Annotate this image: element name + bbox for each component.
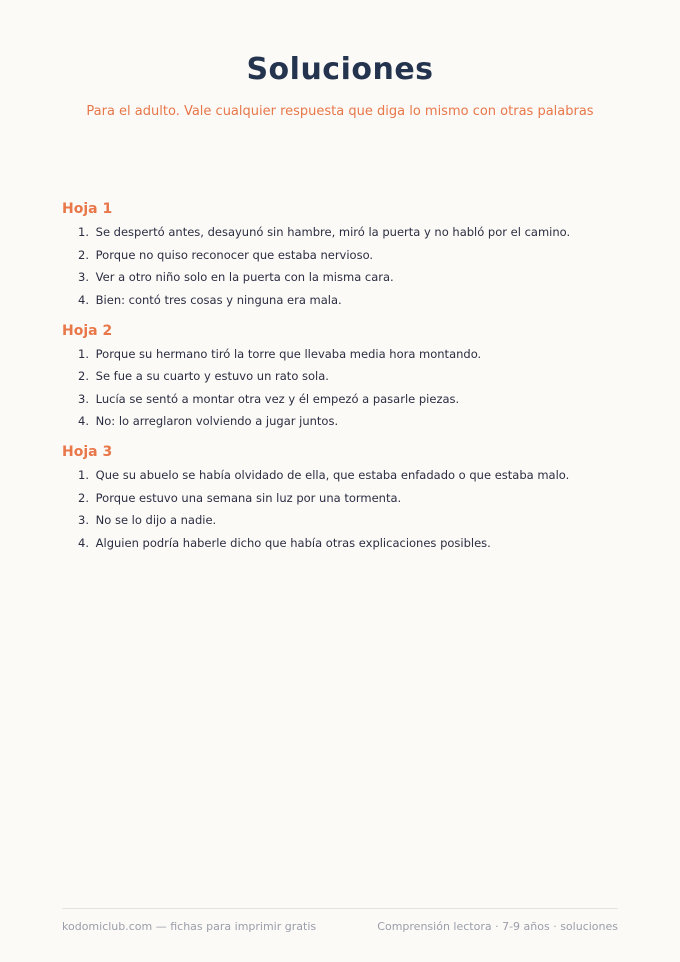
answer-number: 4. [78, 292, 89, 307]
footer-category-text: Comprensión lectora · 7-9 años · soluciones [377, 920, 618, 933]
section-title: Hoja 2 [62, 322, 113, 339]
answer-section [62, 322, 622, 430]
answer-section [62, 443, 622, 551]
answer-item [78, 247, 622, 263]
answer-item [78, 490, 622, 506]
answer-item [78, 535, 622, 551]
answer-text: No: lo arreglaron volviendo a jugar juntos. [95, 414, 339, 428]
answer-number: 2. [78, 369, 89, 383]
answer-item [78, 346, 622, 362]
answer-number: 1. [78, 468, 89, 482]
answer-text: Porque su hermano tiró la torre que llevaba media hora montando. [95, 346, 482, 361]
answer-text: No se lo dijo a nadie. [95, 513, 217, 527]
answer-item [78, 512, 622, 528]
answer-item [78, 467, 622, 483]
answer-item [78, 292, 622, 308]
answer-item [78, 269, 622, 285]
answer-number: 3. [78, 391, 89, 406]
answer-number: 3. [78, 513, 89, 527]
answer-item [78, 224, 622, 240]
answer-text: Se despertó antes, desayunó sin hambre, miró la puerta y no habló por el camino. [95, 225, 571, 239]
footer-site-text: kodomiclub.com — fichas para imprimir gratis [62, 920, 317, 933]
answer-number: 2. [78, 490, 89, 505]
answer-text: Ver a otro niño solo en la puerta con la misma cara. [95, 270, 394, 284]
answer-text: Que su abuelo se había olvidado de ella, que estaba enfadado o que estaba malo. [95, 468, 570, 482]
footer-divider [62, 908, 618, 909]
answer-text: Lucía se sentó a montar otra vez y él empezó a pasarle piezas. [95, 391, 460, 406]
page-subtitle: Para el adulto. Vale cualquier respuesta que diga lo mismo con otras palabras [86, 104, 594, 119]
answer-item [78, 391, 622, 407]
answer-number: 2. [78, 247, 89, 262]
answer-list [62, 224, 622, 308]
solutions-content [62, 200, 622, 565]
answer-item [78, 413, 622, 429]
answer-number: 3. [78, 270, 89, 284]
answer-section [62, 200, 622, 308]
answer-text: Se fue a su cuarto y estuvo un rato sola. [95, 369, 329, 383]
section-title: Hoja 3 [62, 444, 113, 460]
answer-text: Alguien podría haberle dicho que había otras explicaciones posibles. [95, 535, 491, 550]
answer-list [62, 467, 622, 551]
answer-number: 1. [78, 346, 89, 361]
answer-text: Porque no quiso reconocer que estaba nervioso. [95, 247, 374, 262]
answer-number: 4. [78, 535, 89, 550]
answer-number: 1. [78, 225, 89, 239]
section-title: Hoja 1 [62, 201, 113, 217]
answer-text: Bien: contó tres cosas y ninguna era mala. [95, 292, 342, 307]
answer-number: 4. [78, 414, 89, 428]
answer-text: Porque estuvo una semana sin luz por una tormenta. [95, 490, 402, 505]
page-title: Soluciones [246, 52, 434, 87]
answer-list [62, 346, 622, 430]
answer-item [78, 368, 622, 384]
